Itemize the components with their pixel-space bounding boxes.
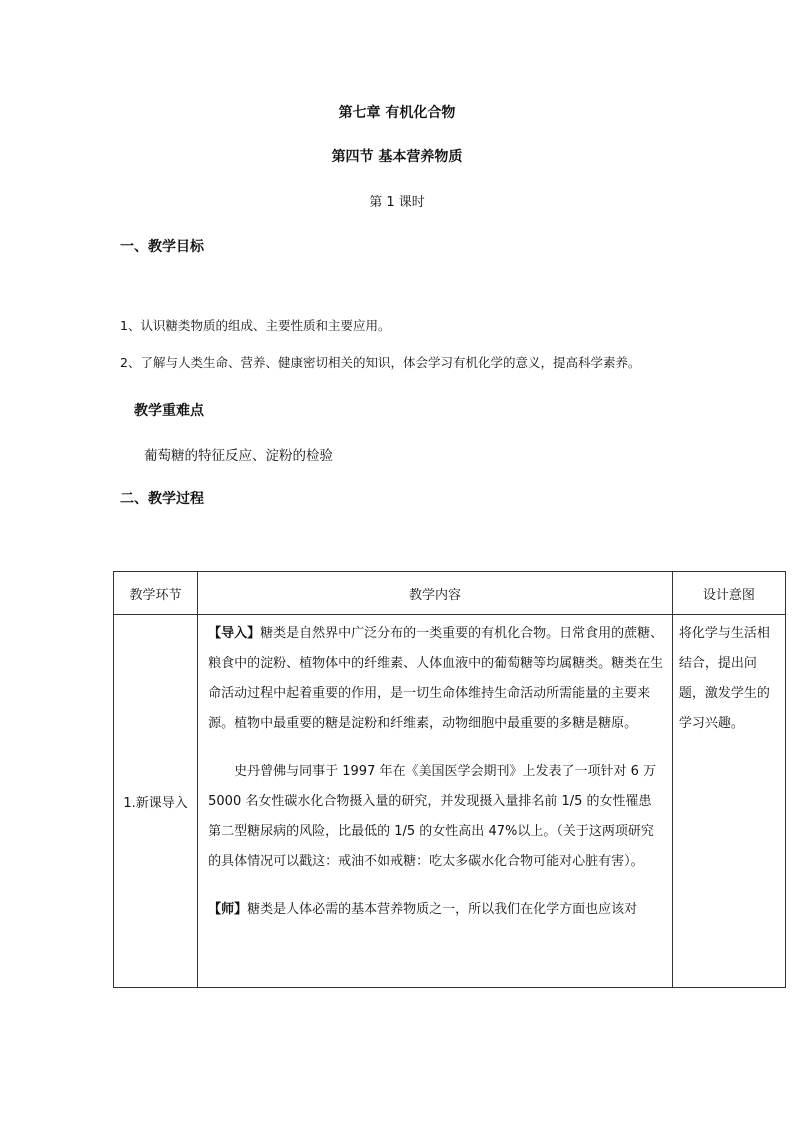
header-content: 教学内容 bbox=[198, 572, 673, 615]
period-label: 第 1 课时 bbox=[369, 195, 425, 210]
teacher-paragraph bbox=[208, 895, 664, 925]
header-intent: 设计意图 bbox=[672, 572, 785, 615]
key-points-heading: 教学重难点 bbox=[134, 403, 204, 419]
header-stage: 教学环节 bbox=[114, 572, 198, 615]
table-header-row bbox=[114, 572, 786, 615]
research-paragraph: 史丹曾佛与同事于 1997 年在《美国医学会期刊》上发表了一项针对 6 万 5000 名女性碳水化合物摄入量的研究，并发现摄入量排名前 1/5 的女性罹患第二型糖尿病的风险，比最低的 1/5 的女性高出 47%以上。（关于这两项研究的具体情况可以戳这：戒油不如戒糖：吃太多碳水化合物可能对心脏有害）。 bbox=[208, 764, 657, 869]
intent-cell: 将化学与生活相结合，提出问题，激发学生的学习兴趣。 bbox=[672, 615, 785, 988]
stage-cell: 1.新课导入 bbox=[114, 615, 198, 988]
teacher-text: 糖类是人体必需的基本营养物质之一，所以我们在化学方面也应该对 bbox=[247, 902, 638, 917]
objective-item-1: 1、认识糖类物质的组成、主要性质和主要应用。 bbox=[120, 318, 391, 333]
teacher-tag: 【师】 bbox=[208, 902, 248, 917]
table-row bbox=[114, 615, 786, 988]
intro-tag: 【导入】 bbox=[208, 626, 261, 641]
content-cell bbox=[198, 615, 673, 988]
lesson-table bbox=[113, 571, 786, 988]
intro-text: 糖类是自然界中广泛分布的一类重要的有机化合物。日常食用的蔗糖、粮食中的淀粉、植物体中的纤维素、人体血液中的葡萄糖等均属糖类。糖类在生命活动过程中起着重要的作用，是一切生命体维持生命活动所需能量的主要来源。植物中最重要的糖是淀粉和纤维素，动物细胞中最重要的多糖是糖原。 bbox=[208, 626, 664, 731]
process-heading: 二、教学过程 bbox=[120, 491, 204, 507]
key-points-text: 葡萄糖的特征反应、淀粉的检验 bbox=[144, 448, 333, 464]
chapter-title: 第七章 有机化合物 bbox=[338, 105, 456, 121]
section-title: 第四节 基本营养物质 bbox=[331, 149, 463, 165]
objective-item-2: 2、了解与人类生命、营养、健康密切相关的知识，体会学习有机化学的意义，提高科学素养。 bbox=[120, 355, 641, 370]
intro-paragraph bbox=[208, 619, 664, 739]
objectives-heading: 一、教学目标 bbox=[120, 239, 204, 255]
